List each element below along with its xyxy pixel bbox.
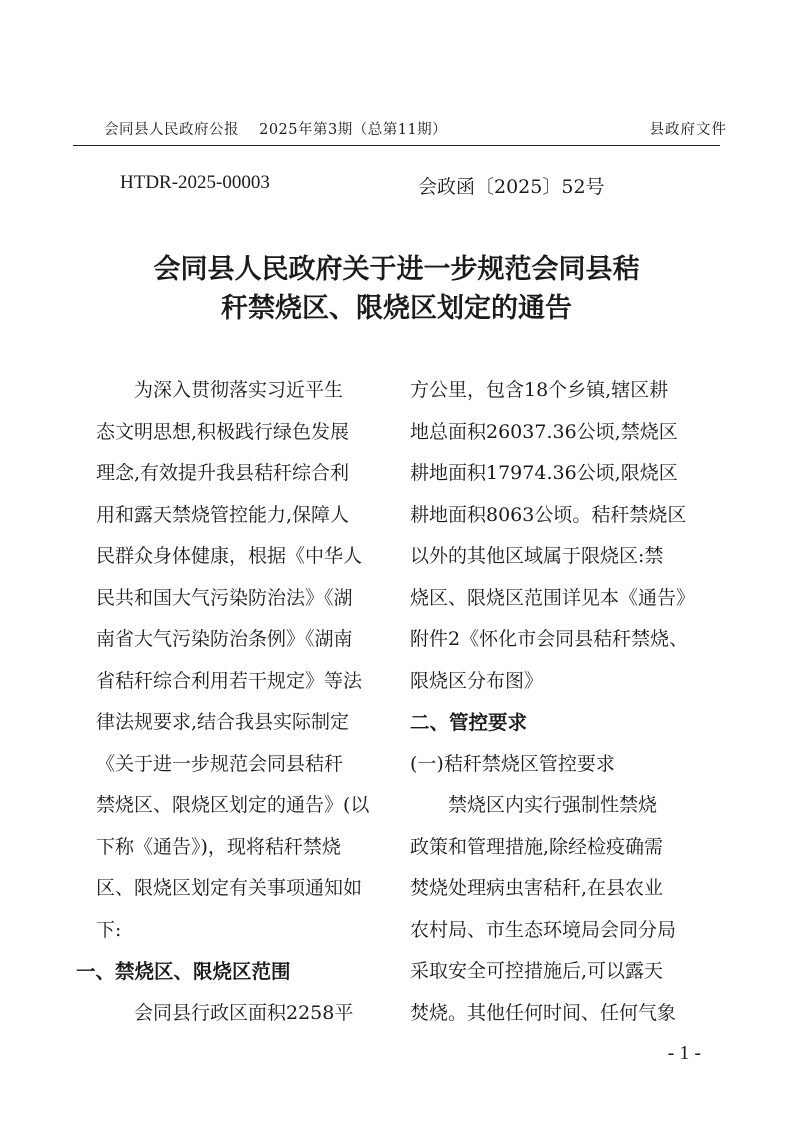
text-line: 方公里，包含18个乡镇,辖区耕	[410, 379, 669, 401]
header-category: 县政府文件	[649, 122, 727, 138]
text-line: 民共和国大气污染防治法》《湖	[96, 586, 353, 609]
text-line: 南省大气污染防治条例》《湖南	[96, 628, 353, 650]
text-line: 民群众身体健康，根据《中华人	[96, 545, 363, 567]
text-line: 区、限烧区划定有关事项通知如	[96, 877, 363, 899]
body-left-column	[76, 370, 386, 1034]
text-line: 农村局、市生态环境局会同分局	[410, 918, 677, 941]
page-number: - 1 -	[667, 1042, 701, 1064]
text-line: 以外的其他区域属于限烧区:禁	[410, 545, 664, 567]
text-line: 下称《通告》)，现将秸秆禁烧	[96, 835, 341, 858]
text-line: 附件2《怀化市会同县秸秆禁烧、	[410, 628, 689, 650]
text-line: 政策和管理措施,除经检疫确需	[410, 835, 664, 858]
text-line: 为深入贯彻落实习近平生	[96, 379, 344, 401]
section-heading-2: 二、管控要求	[410, 711, 528, 734]
text-line: 禁烧区、限烧区划定的通告》(以	[96, 794, 370, 816]
header-divider	[73, 145, 720, 146]
text-line: 律法规要求,结合我县实际制定	[96, 711, 350, 733]
text-line: 限烧区分布图》	[410, 669, 544, 692]
text-line: 下:	[96, 918, 122, 941]
text-line: 理念,有效提升我县秸秆综合利	[96, 462, 350, 484]
subsection-heading: (一)秸秆禁烧区管控要求	[410, 752, 615, 775]
document-id: HTDR-2025-00003	[120, 172, 270, 193]
text-line: 采取安全可控措施后,可以露天	[410, 960, 664, 982]
text-line: 会同县行政区面积2258平	[96, 1001, 354, 1024]
text-line: 省秸秆综合利用若干规定》等法	[96, 669, 363, 692]
document-title-line-1: 会同县人民政府关于进一步规范会同县秸	[153, 254, 640, 285]
text-line: 态文明思想,积极践行绿色发展	[96, 420, 350, 443]
document-reference: 会政函〔2025〕52号	[418, 176, 605, 198]
text-line: 焚烧处理病虫害秸秆,在县农业	[410, 877, 664, 899]
section-heading-1: 一、禁烧区、限烧区范围	[76, 960, 291, 983]
bulletin-header-title: 会同县人民政府公报 2025年第3期（总第11期）	[104, 122, 448, 138]
text-line: 耕地面积17974.36公顷,限烧区	[410, 462, 678, 484]
text-line: 烧区、限烧区范围详见本《通告》	[410, 586, 696, 609]
text-line: 地总面积26037.36公顷,禁烧区	[410, 420, 678, 443]
document-title-line-2: 秆禁烧区、限烧区划定的通告	[221, 293, 572, 324]
body-right-column	[410, 370, 700, 1034]
text-line: 禁烧区内实行强制性禁烧	[410, 794, 658, 816]
text-line: 焚烧。其他任何时间、任何气象	[410, 1001, 677, 1024]
text-line: 耕地面积8063公顷。秸秆禁烧区	[410, 503, 687, 526]
text-line: 《关于进一步规范会同县秸秆	[96, 752, 344, 775]
text-line: 用和露天禁烧管控能力,保障人	[96, 503, 350, 526]
